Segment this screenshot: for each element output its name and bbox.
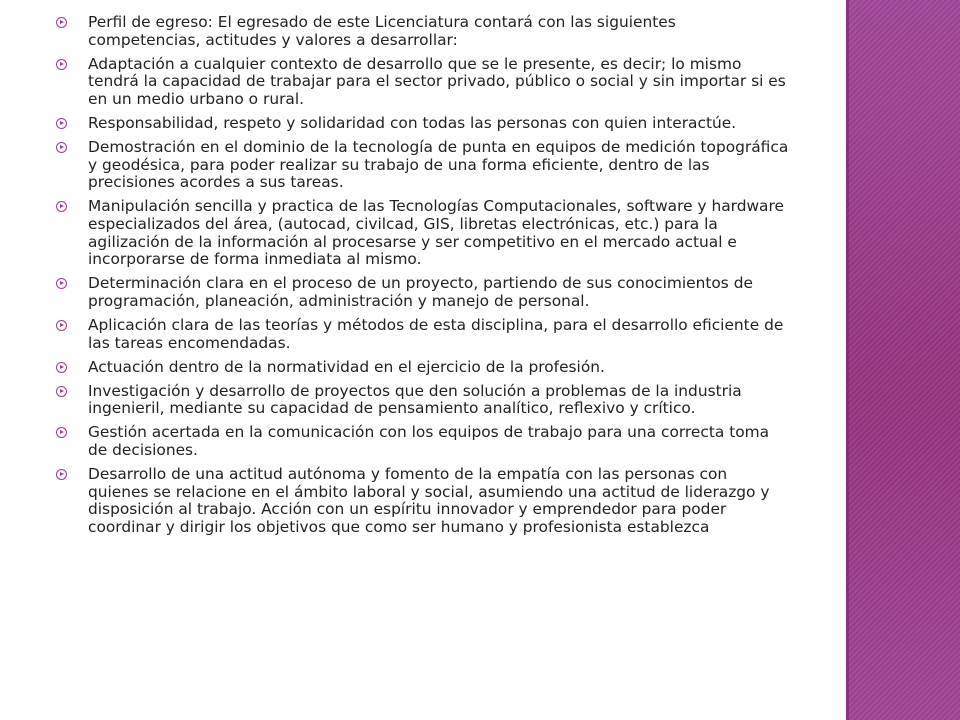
circled-arrow-icon <box>56 278 67 289</box>
list-item <box>56 275 792 310</box>
circled-arrow-icon <box>56 362 67 373</box>
circled-arrow-icon <box>56 320 67 331</box>
list-item <box>56 359 792 377</box>
list-item-text: Perfil de egreso: El egresado de este Licenciatura contará con las siguientes competencias, actitudes y valores a desarrollar: <box>88 13 676 49</box>
circled-arrow-icon <box>56 142 67 153</box>
list-item <box>56 139 792 192</box>
list-item-text: Demostración en el dominio de la tecnología de punta en equipos de medición topográfica y geodésica, para poder realizar su trabajo de una forma eficiente, dentro de las precisiones acordes a sus tareas. <box>88 138 789 192</box>
list-item-text: Desarrollo de una actitud autónoma y fomento de la empatía con las personas con quienes se relacione en el ámbito laboral y social, asumiendo una actitud de liderazgo y disposición al trabajo. Acción con un espíritu innovador y emprendedor para poder coordinar y dirigir los objetivos que como ser humano y profesionista establezca <box>88 465 770 536</box>
circled-arrow-icon <box>56 17 67 28</box>
list-item-text: Adaptación a cualquier contexto de desarrollo que se le presente, es decir; lo mismo tendrá la capacidad de trabajar para el sector privado, público o social y sin importar si es en un medio urbano o rural. <box>88 54 786 108</box>
list-item-text: Determinación clara en el proceso de un proyecto, partiendo de sus conocimientos de programación, planeación, administración y manejo de personal. <box>88 274 753 310</box>
list-item-text: Manipulación sencilla y practica de las Tecnologías Computacionales, software y hardware especializados del área, (autocad, civilcad, GIS, libretas electrónicas, etc.) para la agilización de la información al procesarse y ser competitivo en el mercado actual e incorporarse de forma inmediata al mismo. <box>88 197 784 269</box>
list-item <box>56 14 792 49</box>
list-item <box>56 424 792 459</box>
list-item <box>56 198 792 268</box>
list-item <box>56 115 792 133</box>
circled-arrow-icon <box>56 59 67 70</box>
list-item-text: Responsabilidad, respeto y solidaridad con todas las personas con quien interactúe. <box>88 113 737 132</box>
decorative-side-panel <box>846 0 960 720</box>
circled-arrow-icon <box>56 469 67 480</box>
list-item <box>56 56 792 109</box>
list-item <box>56 466 792 536</box>
circled-arrow-icon <box>56 118 67 129</box>
side-panel-edge <box>846 0 849 720</box>
list-item-text: Investigación y desarrollo de proyectos que den solución a problemas de la industria ingenieril, mediante su capacidad de pensamiento analítico, reflexivo y crítico. <box>88 381 742 418</box>
circled-arrow-icon <box>56 427 67 438</box>
bullet-list <box>56 14 792 543</box>
list-item-text: Aplicación clara de las teorías y métodos de esta disciplina, para el desarrollo eficiente de las tareas encomendadas. <box>88 315 784 352</box>
list-item <box>56 383 792 418</box>
circled-arrow-icon <box>56 386 67 397</box>
list-item-text: Actuación dentro de la normatividad en el ejercicio de la profesión. <box>88 357 605 376</box>
list-item-text: Gestión acertada en la comunicación con los equipos de trabajo para una correcta toma de decisiones. <box>88 423 770 459</box>
circled-arrow-icon <box>56 201 67 212</box>
list-item <box>56 317 792 352</box>
